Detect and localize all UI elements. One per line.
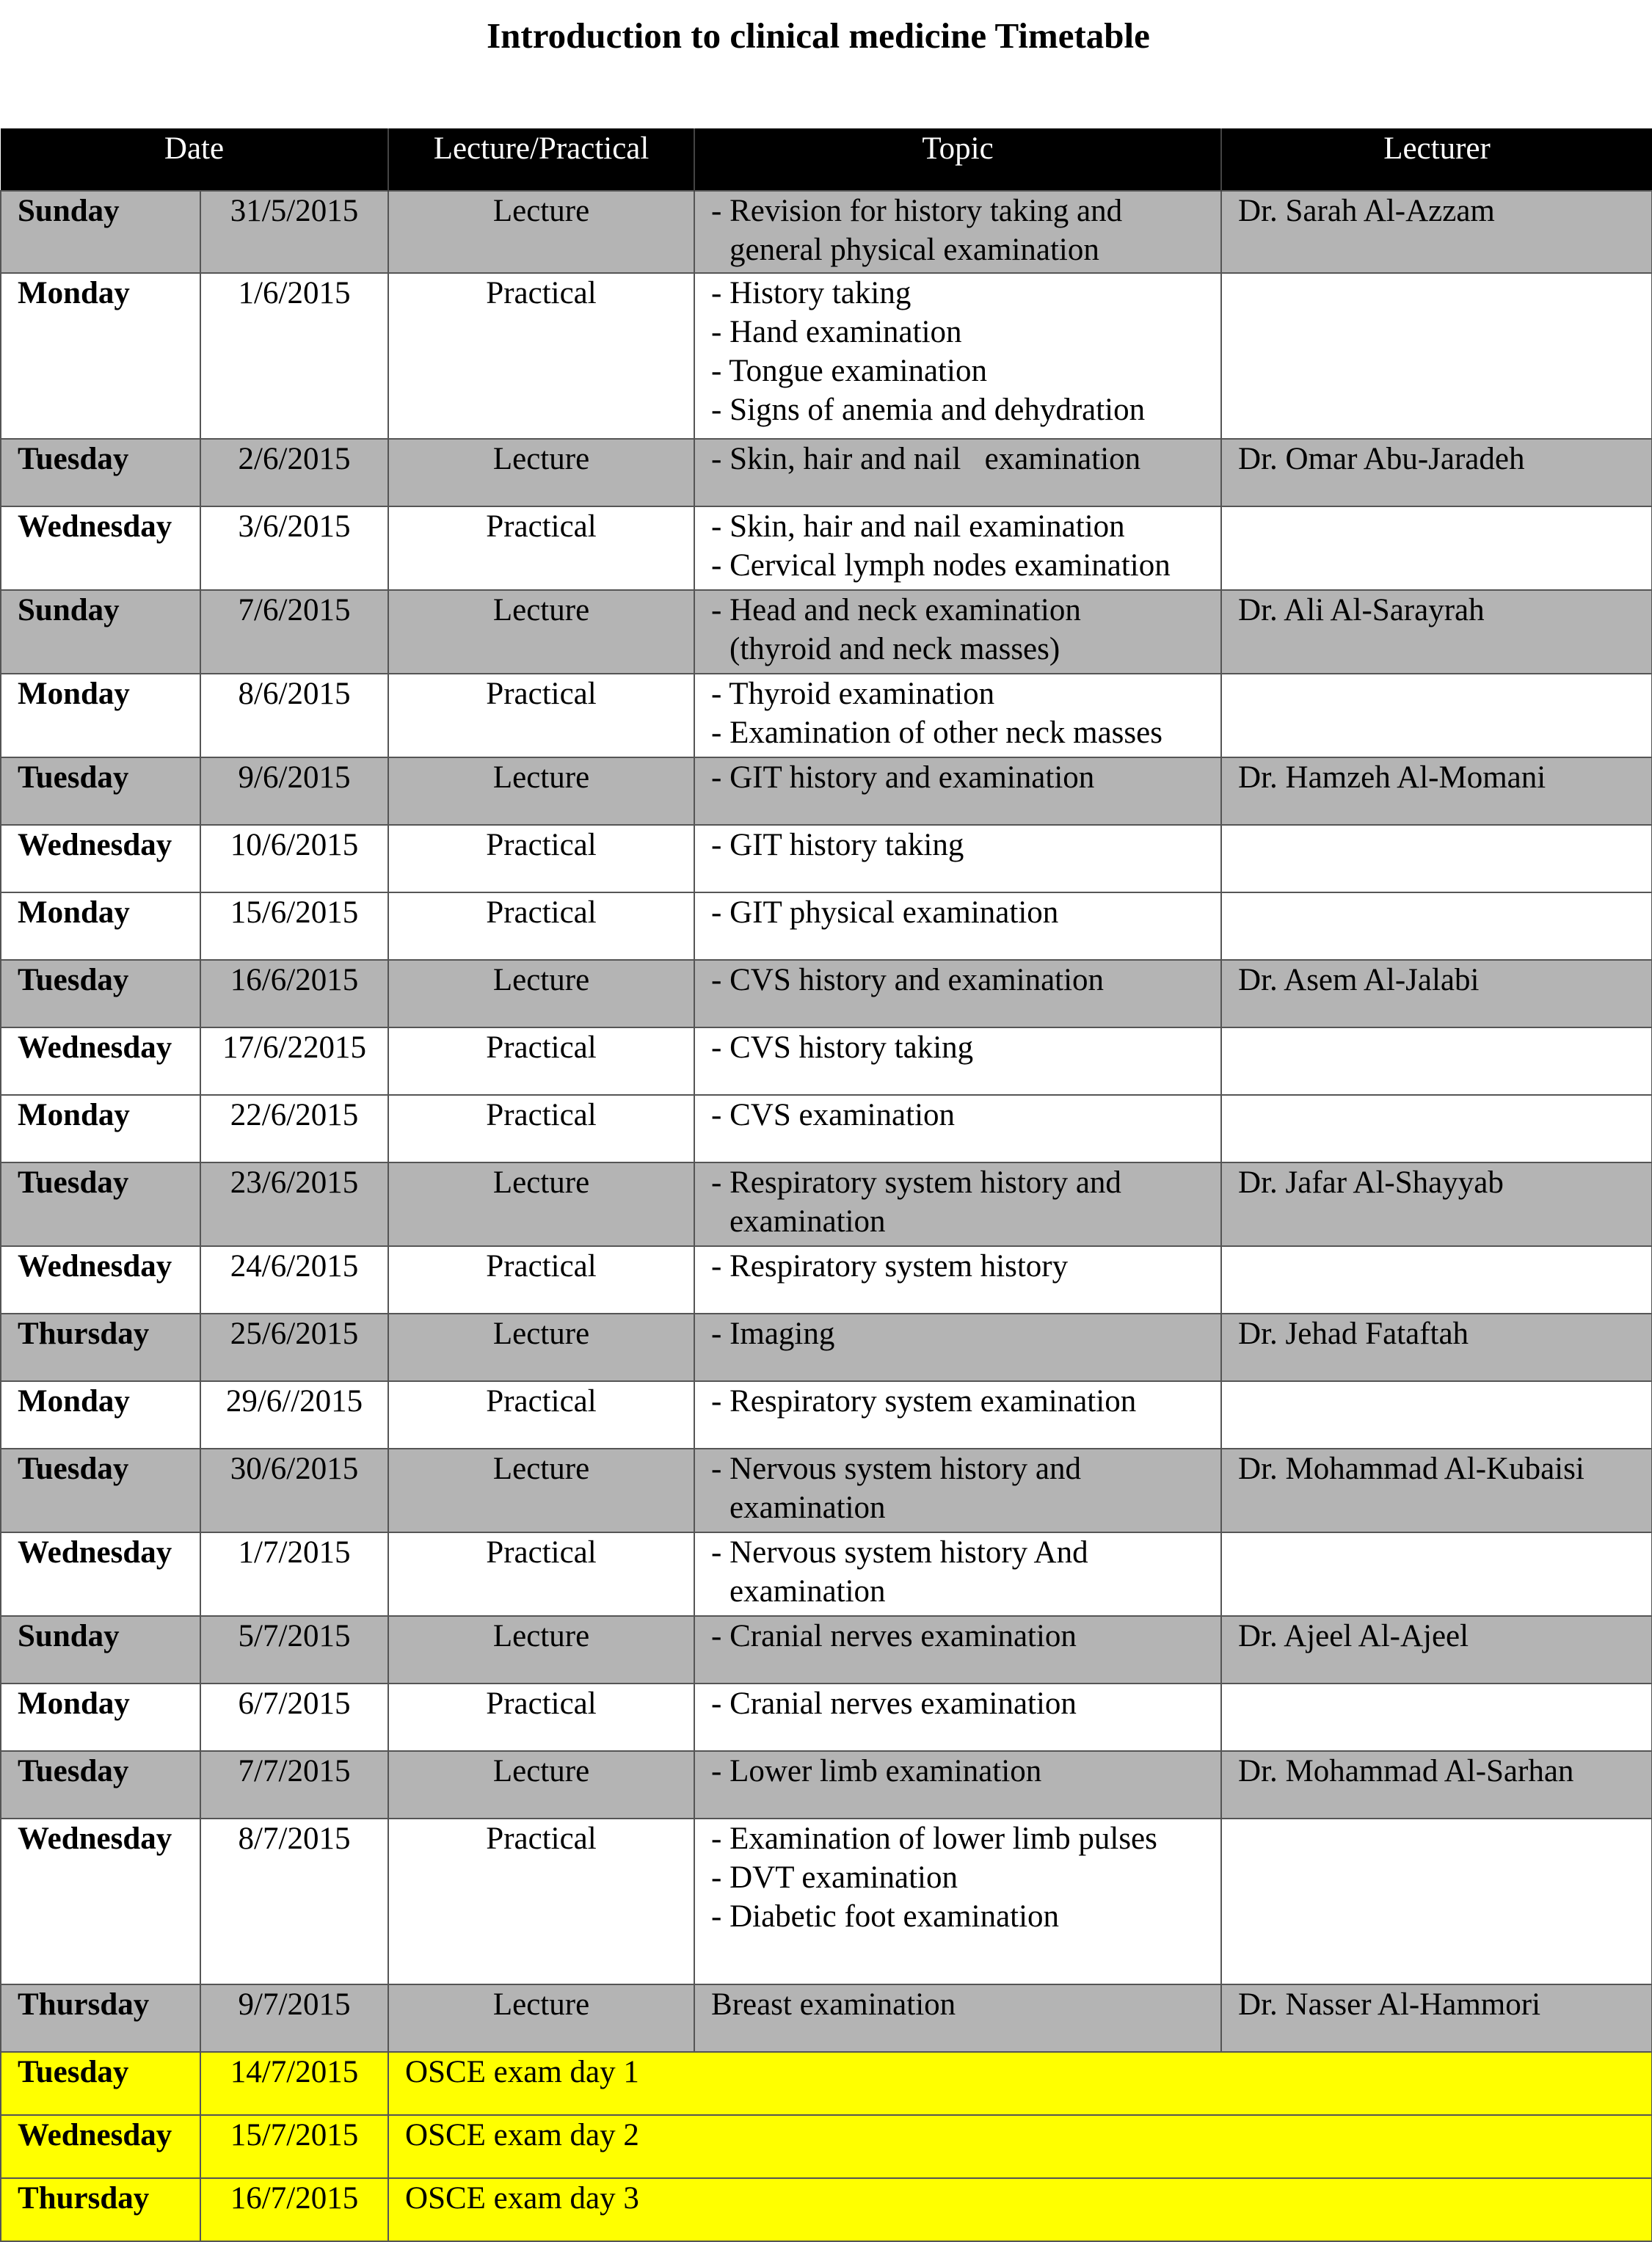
lecturer-cell <box>1221 1684 1652 1751</box>
type-cell: Lecture <box>388 1449 694 1532</box>
day-cell: Monday <box>1 1684 200 1751</box>
topic-line: - Head and neck examination <box>711 593 1081 627</box>
topic-cell <box>694 1095 1221 1162</box>
type-cell: Practical <box>388 892 694 960</box>
topic-line: - DVT examination <box>711 1860 958 1895</box>
topic-line: - Respiratory system examination <box>711 1384 1137 1419</box>
date-cell: 16/6/2015 <box>200 960 388 1027</box>
page-title: Introduction to clinical medicine Timetable <box>487 15 1150 56</box>
topic-cell <box>694 1819 1221 1984</box>
topic-line: - Hand examination <box>711 315 962 349</box>
topic-cell <box>694 590 1221 674</box>
header-topic: Topic <box>694 128 1221 191</box>
lecturer-cell <box>1221 1095 1652 1162</box>
topic-cell <box>694 1684 1221 1751</box>
type-cell: Lecture <box>388 1984 694 2052</box>
table-row <box>1 439 1652 506</box>
date-cell: 1/7/2015 <box>200 1532 388 1616</box>
table-row <box>1 674 1652 757</box>
topic-cell <box>694 674 1221 757</box>
topic-line: - Lower limb examination <box>711 1754 1042 1788</box>
date-cell: 24/6/2015 <box>200 1246 388 1314</box>
date-cell: 1/6/2015 <box>200 273 388 439</box>
day-cell: Sunday <box>1 590 200 674</box>
topic-cell <box>694 1314 1221 1381</box>
topic-cell <box>694 892 1221 960</box>
table-row <box>1 757 1652 825</box>
topic-line: - Examination of lower limb pulses <box>711 1821 1157 1856</box>
table-row <box>1 1381 1652 1449</box>
date-cell: 6/7/2015 <box>200 1684 388 1751</box>
topic-line: - Skin, hair and nail examination <box>711 509 1125 544</box>
topic-line: - Nervous system history And <box>711 1535 1088 1570</box>
topic-line: - GIT physical examination <box>711 895 1059 930</box>
day-cell: Tuesday <box>1 2052 200 2115</box>
topic-line: - Skin, hair and nail examination <box>711 442 1141 476</box>
topic-line: - Respiratory system history <box>711 1249 1069 1284</box>
table-row <box>1 892 1652 960</box>
exam-row <box>1 2052 1652 2115</box>
lecturer-cell: Dr. Sarah Al-Azzam <box>1221 191 1652 273</box>
lecturer-cell: Dr. Omar Abu-Jaradeh <box>1221 439 1652 506</box>
lecturer-cell: Dr. Mohammad Al-Kubaisi <box>1221 1449 1652 1532</box>
type-cell: Lecture <box>388 1162 694 1246</box>
lecturer-cell <box>1221 1532 1652 1616</box>
date-cell: 7/6/2015 <box>200 590 388 674</box>
lecturer-cell <box>1221 674 1652 757</box>
topic-line: - Cranial nerves examination <box>711 1619 1077 1653</box>
exam-label-cell: OSCE exam day 3 <box>388 2178 1652 2241</box>
table-row <box>1 1027 1652 1095</box>
lecturer-cell <box>1221 892 1652 960</box>
exam-label-cell: OSCE exam day 2 <box>388 2115 1652 2178</box>
type-cell: Lecture <box>388 1616 694 1684</box>
table-row <box>1 960 1652 1027</box>
lecturer-cell <box>1221 1027 1652 1095</box>
table-row <box>1 1314 1652 1381</box>
table-row <box>1 1449 1652 1532</box>
topic-line: - Nervous system history and <box>711 1452 1082 1486</box>
topic-line: - GIT history taking <box>711 828 964 862</box>
type-cell: Practical <box>388 1532 694 1616</box>
type-cell: Lecture <box>388 191 694 273</box>
topic-line: - CVS examination <box>711 1098 956 1132</box>
topic-line: - Signs of anemia and dehydration <box>711 393 1146 427</box>
topic-cell <box>694 191 1221 273</box>
exam-row <box>1 2115 1652 2178</box>
day-cell: Monday <box>1 1095 200 1162</box>
topic-cell <box>694 1449 1221 1532</box>
lecturer-cell <box>1221 1381 1652 1449</box>
table-row <box>1 1751 1652 1819</box>
lecturer-cell: Dr. Asem Al-Jalabi <box>1221 960 1652 1027</box>
lecturer-cell: Dr. Jehad Fataftah <box>1221 1314 1652 1381</box>
date-cell: 5/7/2015 <box>200 1616 388 1684</box>
lecturer-cell: Dr. Jafar Al-Shayyab <box>1221 1162 1652 1246</box>
header-date: Date <box>164 131 225 166</box>
day-cell: Monday <box>1 674 200 757</box>
type-cell: Practical <box>388 273 694 439</box>
topic-line: - Cervical lymph nodes examination <box>711 548 1171 583</box>
table-row <box>1 1246 1652 1314</box>
table-row <box>1 1532 1652 1616</box>
day-cell: Tuesday <box>1 960 200 1027</box>
lecturer-cell: Dr. Ali Al-Sarayrah <box>1221 590 1652 674</box>
table-row <box>1 1616 1652 1684</box>
topic-line: general physical examination <box>729 233 1099 267</box>
topic-line: - Thyroid examination <box>711 677 995 711</box>
topic-cell <box>694 1246 1221 1314</box>
day-cell: Tuesday <box>1 1162 200 1246</box>
day-cell: Tuesday <box>1 439 200 506</box>
day-cell: Wednesday <box>1 1246 200 1314</box>
topic-line: - Diabetic foot examination <box>711 1899 1060 1934</box>
type-cell: Practical <box>388 1819 694 1984</box>
day-cell: Thursday <box>1 1314 200 1381</box>
topic-line: - Examination of other neck masses <box>711 716 1162 750</box>
topic-line: - Revision for history taking and <box>711 194 1123 228</box>
table-row <box>1 1819 1652 1984</box>
date-cell: 2/6/2015 <box>200 439 388 506</box>
table-row <box>1 825 1652 892</box>
exam-label-cell: OSCE exam day 1 <box>388 2052 1652 2115</box>
date-cell: 22/6/2015 <box>200 1095 388 1162</box>
date-cell: 15/7/2015 <box>200 2115 388 2178</box>
topic-line: - Cranial nerves examination <box>711 1686 1077 1721</box>
day-cell: Sunday <box>1 191 200 273</box>
lecturer-cell: Dr. Ajeel Al-Ajeel <box>1221 1616 1652 1684</box>
type-cell: Practical <box>388 1684 694 1751</box>
topic-line: examination <box>729 1204 886 1239</box>
type-cell: Practical <box>388 825 694 892</box>
date-cell: 29/6//2015 <box>200 1381 388 1449</box>
date-cell: 16/7/2015 <box>200 2178 388 2241</box>
lecturer-cell <box>1221 506 1652 590</box>
type-cell: Practical <box>388 1027 694 1095</box>
topic-cell <box>694 506 1221 590</box>
type-cell: Lecture <box>388 439 694 506</box>
day-cell: Tuesday <box>1 757 200 825</box>
day-cell: Wednesday <box>1 1027 200 1095</box>
header-lecturer: Lecturer <box>1221 128 1652 191</box>
date-cell: 15/6/2015 <box>200 892 388 960</box>
lecturer-cell <box>1221 825 1652 892</box>
topic-cell <box>694 825 1221 892</box>
type-cell: Practical <box>388 674 694 757</box>
lecturer-cell: Dr. Hamzeh Al-Momani <box>1221 757 1652 825</box>
topic-line: - CVS history and examination <box>711 963 1105 997</box>
date-cell: 3/6/2015 <box>200 506 388 590</box>
topic-cell <box>694 757 1221 825</box>
date-cell: 23/6/2015 <box>200 1162 388 1246</box>
day-cell: Wednesday <box>1 825 200 892</box>
topic-line: Breast examination <box>711 1987 956 2022</box>
type-cell: Lecture <box>388 960 694 1027</box>
day-cell: Tuesday <box>1 1751 200 1819</box>
table-row <box>1 1984 1652 2052</box>
header-type: Lecture/Practical <box>388 128 694 191</box>
date-cell: 25/6/2015 <box>200 1314 388 1381</box>
date-cell: 30/6/2015 <box>200 1449 388 1532</box>
day-cell: Monday <box>1 892 200 960</box>
topic-cell <box>694 1532 1221 1616</box>
table-row <box>1 273 1652 439</box>
day-cell: Wednesday <box>1 1532 200 1616</box>
date-cell: 8/6/2015 <box>200 674 388 757</box>
table-row <box>1 590 1652 674</box>
date-cell: 14/7/2015 <box>200 2052 388 2115</box>
topic-cell <box>694 960 1221 1027</box>
topic-cell <box>694 1616 1221 1684</box>
date-cell: 10/6/2015 <box>200 825 388 892</box>
topic-cell <box>694 439 1221 506</box>
type-cell: Lecture <box>388 590 694 674</box>
topic-line: - History taking <box>711 276 911 310</box>
day-cell: Wednesday <box>1 506 200 590</box>
table-row <box>1 506 1652 590</box>
topic-cell <box>694 1751 1221 1819</box>
type-cell: Practical <box>388 1381 694 1449</box>
topic-line: - Tongue examination <box>711 354 987 388</box>
lecturer-cell <box>1221 273 1652 439</box>
table-row <box>1 191 1652 273</box>
timetable-header <box>1 128 1652 191</box>
table-row <box>1 1684 1652 1751</box>
date-cell: 9/7/2015 <box>200 1984 388 2052</box>
topic-line: - CVS history taking <box>711 1030 974 1065</box>
table-row <box>1 1162 1652 1246</box>
topic-line: examination <box>729 1574 886 1609</box>
topic-cell <box>694 273 1221 439</box>
date-cell: 7/7/2015 <box>200 1751 388 1819</box>
type-cell: Practical <box>388 1246 694 1314</box>
type-cell: Lecture <box>388 757 694 825</box>
topic-cell <box>694 1027 1221 1095</box>
topic-cell <box>694 1984 1221 2052</box>
topic-line: - GIT history and examination <box>711 760 1095 795</box>
lecturer-cell: Dr. Mohammad Al-Sarhan <box>1221 1751 1652 1819</box>
topic-line: (thyroid and neck masses) <box>729 632 1060 666</box>
day-cell: Monday <box>1 1381 200 1449</box>
day-cell: Thursday <box>1 1984 200 2052</box>
day-cell: Wednesday <box>1 2115 200 2178</box>
topic-line: - Respiratory system history and <box>711 1165 1121 1200</box>
date-cell: 8/7/2015 <box>200 1819 388 1984</box>
date-cell: 9/6/2015 <box>200 757 388 825</box>
type-cell: Lecture <box>388 1314 694 1381</box>
topic-line: examination <box>729 1491 886 1525</box>
date-cell: 31/5/2015 <box>200 191 388 273</box>
timetable <box>0 128 1652 2242</box>
day-cell: Thursday <box>1 2178 200 2241</box>
table-row <box>1 1095 1652 1162</box>
day-cell: Wednesday <box>1 1819 200 1984</box>
lecturer-cell: Dr. Nasser Al-Hammori <box>1221 1984 1652 2052</box>
day-cell: Tuesday <box>1 1449 200 1532</box>
timetable-body <box>1 191 1652 2241</box>
date-cell: 17/6/22015 <box>200 1027 388 1095</box>
exam-row <box>1 2178 1652 2241</box>
day-cell: Monday <box>1 273 200 439</box>
day-cell: Sunday <box>1 1616 200 1684</box>
type-cell: Practical <box>388 1095 694 1162</box>
topic-cell <box>694 1162 1221 1246</box>
type-cell: Practical <box>388 506 694 590</box>
type-cell: Lecture <box>388 1751 694 1819</box>
topic-cell <box>694 1381 1221 1449</box>
topic-line: - Imaging <box>711 1317 835 1351</box>
lecturer-cell <box>1221 1819 1652 1984</box>
lecturer-cell <box>1221 1246 1652 1314</box>
